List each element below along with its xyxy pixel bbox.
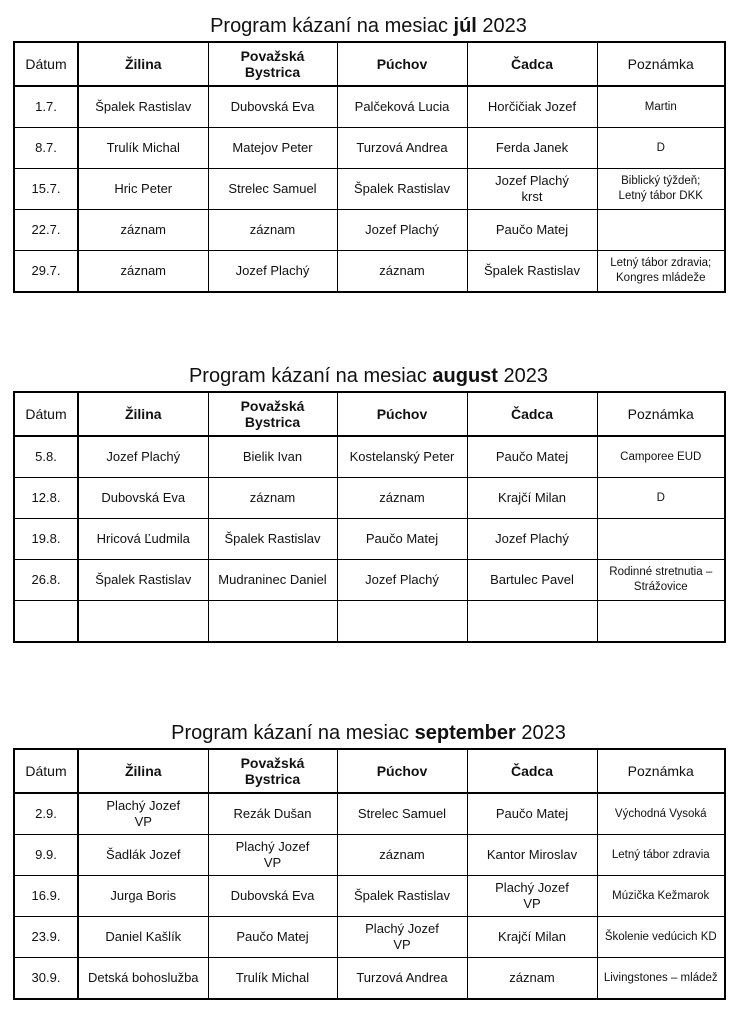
cell-text-line: Špalek Rastislav — [95, 572, 192, 587]
cell-text-line: Letný tábor zdravia; — [610, 257, 712, 269]
cell-text-line: Mudraninec Daniel — [218, 572, 327, 587]
cell-text-line: Školenie vedúcich KD — [604, 930, 717, 943]
cell-text-line: Kongres mládeže — [616, 272, 706, 284]
header-note: Poznámka — [597, 42, 725, 86]
schedule-table — [13, 748, 726, 1000]
cell-zilina — [78, 436, 208, 478]
cell-date: 2.9. — [14, 793, 78, 835]
cell-text-line: Plachý Jozef — [365, 921, 439, 936]
cell-cadca — [467, 793, 597, 835]
cell-text-line: Paučo Matej — [495, 449, 569, 464]
cell-text-line: Matejov Peter — [232, 140, 313, 155]
cell-text-line: záznam — [509, 970, 555, 985]
cell-text-line: Strelec Samuel — [357, 806, 447, 821]
cell-text-line: záznam — [249, 222, 296, 237]
cell-text-line: Špalek Rastislav — [353, 181, 451, 196]
cell-note — [597, 519, 725, 560]
cell-text-line: záznam — [120, 222, 167, 237]
section-title — [13, 720, 724, 748]
cell-note — [597, 436, 725, 478]
header-row — [14, 42, 725, 86]
cell-cadca — [467, 436, 597, 478]
cell-text-line: Camporee EUD — [620, 450, 702, 463]
cell-note — [597, 169, 725, 210]
cell-povazska-bystrica — [208, 169, 337, 210]
title-year: 2023 — [503, 365, 549, 387]
cell-zilina — [78, 835, 208, 876]
cell-text-line: Krajčí Milan — [498, 929, 566, 944]
cell-text-line: Šadlák Jozef — [106, 847, 181, 862]
cell-cadca — [467, 917, 597, 958]
cell-cadca — [467, 251, 597, 293]
cell-puchov — [337, 560, 467, 601]
header-note: Poznámka — [597, 749, 725, 793]
cell-povazska-bystrica — [208, 601, 337, 643]
cell-text-line: Turzová Andrea — [356, 140, 448, 155]
header-row — [14, 392, 725, 436]
title-year: 2023 — [521, 722, 566, 744]
cell-zilina — [78, 793, 208, 835]
header-date: Dátum — [14, 42, 78, 86]
header-povazska-bystrica: Považská Bystrica — [208, 42, 337, 86]
cell-text-line: VP — [134, 814, 152, 829]
cell-povazska-bystrica — [208, 86, 337, 128]
cell-text-line: Východná Vysoká — [614, 807, 707, 820]
table-row — [14, 519, 725, 560]
header-puchov: Púchov — [337, 392, 467, 436]
cell-zilina — [78, 251, 208, 293]
cell-note — [597, 793, 725, 835]
cell-date: 9.9. — [14, 835, 78, 876]
cell-povazska-bystrica — [208, 835, 337, 876]
header-puchov: Púchov — [337, 749, 467, 793]
cell-date: 15.7. — [14, 169, 78, 210]
cell-puchov — [337, 86, 467, 128]
table-row — [14, 835, 725, 876]
cell-text-line: VP — [393, 937, 411, 952]
cell-text-line: krst — [521, 189, 543, 204]
cell-zilina — [78, 128, 208, 169]
table-row — [14, 86, 725, 128]
cell-cadca — [467, 169, 597, 210]
cell-zilina — [78, 917, 208, 958]
cell-cadca — [467, 835, 597, 876]
cell-note — [597, 86, 725, 128]
cell-date: 23.9. — [14, 917, 78, 958]
cell-text-line: VP — [263, 855, 282, 870]
header-note: Poznámka — [597, 392, 725, 436]
cell-date: 22.7. — [14, 210, 78, 251]
cell-zilina — [78, 519, 208, 560]
cell-cadca — [467, 601, 597, 643]
cell-text-line: Jozef Plachý — [495, 173, 569, 188]
cell-text-line: Strelec Samuel — [228, 181, 317, 196]
cell-povazska-bystrica — [208, 251, 337, 293]
cell-text-line: Jozef Plachý — [106, 449, 181, 464]
cell-cadca — [467, 478, 597, 519]
cell-povazska-bystrica — [208, 436, 337, 478]
cell-cadca — [467, 128, 597, 169]
cell-note — [597, 601, 725, 643]
cell-text-line: Horčičiak Jozef — [487, 99, 577, 114]
cell-cadca — [467, 560, 597, 601]
cell-text-line: Špalek Rastislav — [95, 99, 192, 114]
header-date: Dátum — [14, 749, 78, 793]
cell-note — [597, 958, 725, 1000]
cell-text-line: Strážovice — [633, 581, 688, 593]
cell-text-line: Letný tábor DKK — [618, 190, 703, 202]
cell-text-line: Plachý Jozef — [235, 839, 310, 854]
title-month: september — [414, 722, 516, 744]
table-row — [14, 601, 725, 643]
cell-date: 30.9. — [14, 958, 78, 1000]
cell-zilina — [78, 86, 208, 128]
cell-povazska-bystrica — [208, 478, 337, 519]
cell-puchov — [337, 436, 467, 478]
header-row — [14, 749, 725, 793]
cell-text-line: Jozef Plachý — [235, 263, 310, 278]
cell-text-line: Jozef Plachý — [365, 222, 439, 237]
title-prefix: Program kázaní na mesiac — [210, 15, 448, 37]
cell-povazska-bystrica — [208, 560, 337, 601]
header-cadca: Čadca — [467, 42, 597, 86]
cell-text-line: Livingstones – mládež — [603, 971, 718, 984]
cell-puchov — [337, 251, 467, 293]
section-september — [13, 720, 724, 1000]
cell-text-line: Dubovská Eva — [230, 99, 315, 114]
header-povazska-bystrica: Považská Bystrica — [208, 749, 337, 793]
cell-text-line: Jozef Plachý — [365, 572, 439, 587]
cell-puchov — [337, 793, 467, 835]
cell-text-line: Letný tábor zdravia — [611, 848, 710, 861]
cell-puchov — [337, 128, 467, 169]
schedule-table — [13, 41, 726, 293]
cell-puchov — [337, 835, 467, 876]
table-row — [14, 251, 725, 293]
cell-cadca — [467, 210, 597, 251]
cell-zilina — [78, 958, 208, 1000]
cell-cadca — [467, 958, 597, 1000]
cell-note — [597, 876, 725, 917]
section-august — [13, 363, 724, 643]
cell-text-line: Paučo Matej — [236, 929, 309, 944]
cell-zilina — [78, 478, 208, 519]
cell-text-line: Paučo Matej — [495, 222, 569, 237]
cell-text-line: D — [656, 491, 665, 504]
cell-note — [597, 478, 725, 519]
cell-povazska-bystrica — [208, 958, 337, 1000]
cell-povazska-bystrica — [208, 128, 337, 169]
cell-text-line: Bartulec Pavel — [490, 572, 574, 587]
cell-text-line: Turzová Andrea — [356, 970, 448, 985]
cell-text-line: Hricová Ľudmila — [96, 531, 190, 546]
cell-text-line: záznam — [249, 490, 296, 505]
cell-date: 12.8. — [14, 478, 78, 519]
cell-text-line: Trulík Michal — [106, 140, 180, 155]
cell-text-line: Špalek Rastislav — [224, 531, 321, 546]
table-row — [14, 128, 725, 169]
header-zilina: Žilina — [78, 42, 208, 86]
cell-puchov — [337, 958, 467, 1000]
title-month: august — [432, 365, 498, 387]
cell-text-line: záznam — [379, 490, 425, 505]
cell-text-line: Rodinné stretnutia – — [609, 566, 713, 578]
title-year: 2023 — [482, 15, 527, 37]
cell-note — [597, 128, 725, 169]
cell-text-line: záznam — [379, 263, 425, 278]
cell-zilina — [78, 876, 208, 917]
cell-povazska-bystrica — [208, 876, 337, 917]
cell-text-line: Rezák Dušan — [233, 806, 312, 821]
cell-text-line: záznam — [120, 263, 167, 278]
cell-text-line: Ferda Janek — [495, 140, 569, 155]
table-row — [14, 210, 725, 251]
table-row — [14, 169, 725, 210]
cell-text-line: Plachý Jozef — [495, 880, 569, 895]
header-povazska-bystrica: Považská Bystrica — [208, 392, 337, 436]
cell-date: 19.8. — [14, 519, 78, 560]
cell-text-line: Daniel Kašlík — [105, 929, 182, 944]
table-row — [14, 560, 725, 601]
header-cadca: Čadca — [467, 392, 597, 436]
cell-text-line: Paučo Matej — [365, 531, 439, 546]
cell-povazska-bystrica — [208, 210, 337, 251]
cell-date: 26.8. — [14, 560, 78, 601]
table-row — [14, 793, 725, 835]
cell-text-line: Špalek Rastislav — [353, 888, 451, 903]
cell-note — [597, 210, 725, 251]
cell-date: 8.7. — [14, 128, 78, 169]
cell-text-line: Bielik Ivan — [242, 449, 303, 464]
cell-cadca — [467, 876, 597, 917]
cell-zilina — [78, 601, 208, 643]
cell-text-line: Plachý Jozef — [106, 798, 181, 813]
section-july — [13, 13, 724, 293]
cell-text-line: Biblický týždeň; — [621, 175, 701, 187]
cell-zilina — [78, 169, 208, 210]
table-row — [14, 436, 725, 478]
cell-text-line: Kostelanský Peter — [349, 449, 455, 464]
table-row — [14, 478, 725, 519]
title-prefix: Program kázaní na mesiac — [188, 365, 427, 387]
schedule-table — [13, 391, 726, 643]
table-row — [14, 876, 725, 917]
cell-puchov — [337, 169, 467, 210]
cell-text-line: D — [656, 141, 665, 154]
cell-note — [597, 835, 725, 876]
cell-text-line: Jurga Boris — [110, 888, 177, 903]
header-zilina: Žilina — [78, 749, 208, 793]
title-month: júl — [453, 15, 477, 37]
cell-text-line: Martin — [644, 100, 677, 113]
cell-text-line: Dubovská Eva — [230, 888, 315, 903]
header-date: Dátum — [14, 392, 78, 436]
cell-text-line: Špalek Rastislav — [483, 263, 581, 278]
header-cadca: Čadca — [467, 749, 597, 793]
cell-zilina — [78, 560, 208, 601]
cell-text-line: Hric Peter — [114, 181, 173, 196]
cell-puchov — [337, 601, 467, 643]
cell-text-line: záznam — [379, 847, 425, 862]
cell-text-line: Paučo Matej — [495, 806, 569, 821]
cell-text-line: Jozef Plachý — [495, 531, 569, 546]
cell-text-line: Múzička Kežmarok — [612, 889, 710, 902]
cell-date: 5.8. — [14, 436, 78, 478]
cell-zilina — [78, 210, 208, 251]
cell-note — [597, 917, 725, 958]
cell-puchov — [337, 210, 467, 251]
cell-text-line: Detská bohoslužba — [87, 970, 199, 985]
cell-note — [597, 560, 725, 601]
cell-puchov — [337, 519, 467, 560]
section-title — [13, 13, 724, 41]
title-prefix: Program kázaní na mesiac — [171, 722, 410, 744]
cell-date: 29.7. — [14, 251, 78, 293]
cell-cadca — [467, 519, 597, 560]
cell-text-line: Dubovská Eva — [101, 490, 186, 505]
cell-date — [14, 601, 78, 643]
header-puchov: Púchov — [337, 42, 467, 86]
cell-date: 1.7. — [14, 86, 78, 128]
cell-date: 16.9. — [14, 876, 78, 917]
cell-text-line: Palčeková Lucia — [354, 99, 450, 114]
table-row — [14, 917, 725, 958]
header-zilina: Žilina — [78, 392, 208, 436]
cell-note — [597, 251, 725, 293]
cell-cadca — [467, 86, 597, 128]
cell-text-line: Krajčí Milan — [498, 490, 566, 505]
table-row — [14, 958, 725, 1000]
cell-puchov — [337, 917, 467, 958]
cell-text-line: VP — [523, 896, 541, 911]
cell-text-line: Trulík Michal — [235, 970, 310, 985]
cell-puchov — [337, 478, 467, 519]
cell-puchov — [337, 876, 467, 917]
cell-povazska-bystrica — [208, 519, 337, 560]
cell-povazska-bystrica — [208, 917, 337, 958]
cell-text-line: Kantor Miroslav — [486, 847, 578, 862]
section-title — [13, 363, 724, 391]
cell-povazska-bystrica — [208, 793, 337, 835]
